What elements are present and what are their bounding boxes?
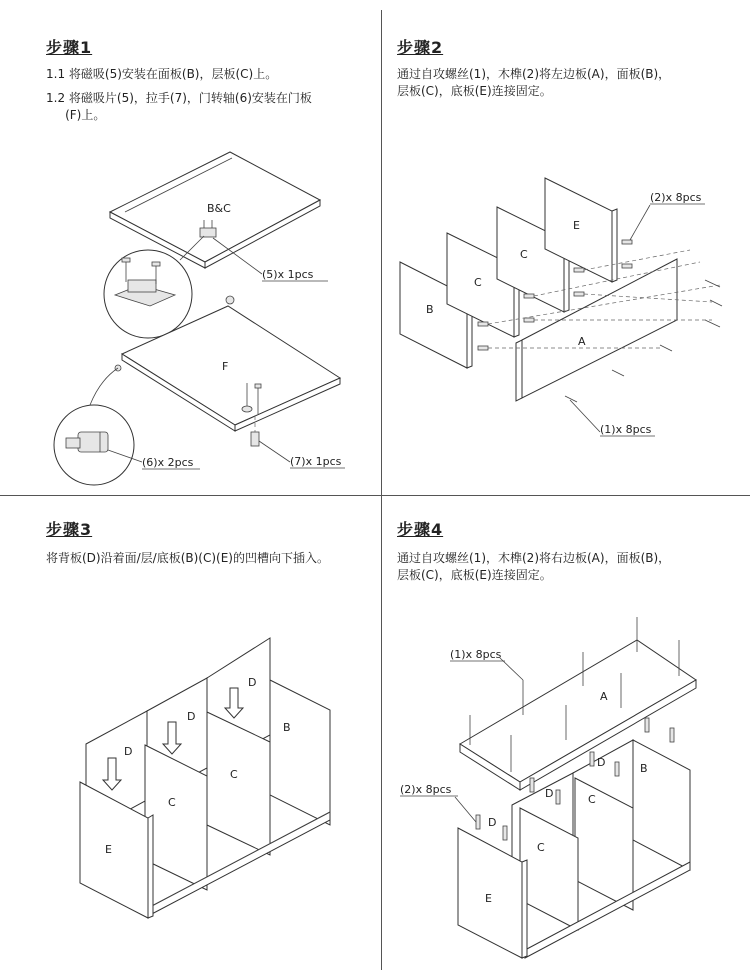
step3-label-d3: D xyxy=(248,676,257,689)
step1-line2: 1.2 将磁吸片(5)，拉手(7)，门转轴(6)安装在门板 (F)上。 xyxy=(46,91,312,122)
step4-label-e: E xyxy=(485,892,492,905)
step3-text: 将背板(D)沿着面/层/底板(B)(C)(E)的凹槽向下插入。 xyxy=(46,551,329,565)
step4-title: 步骤4 xyxy=(397,520,444,539)
step4-label-d2: D xyxy=(597,756,606,769)
step1-label-bc: B&C xyxy=(207,202,231,215)
step2-text: 通过自攻螺丝(1)，木榫(2)将左边板(A)，面板(B)， 层板(C)，底板(E)连接固定。 xyxy=(397,67,671,98)
step3-label-d1: D xyxy=(124,745,133,758)
step2-label-c1: C xyxy=(474,276,482,289)
step4-callout-part1: (1)x 8pcs xyxy=(450,648,502,661)
step2-callout-part1: (1)x 8pcs xyxy=(600,423,652,436)
step4-panel-b xyxy=(633,740,690,870)
step1-title: 步骤1 xyxy=(46,38,93,57)
step1-callout-part5: (5)x 1pcs xyxy=(262,268,314,281)
step2-callout-part2: (2)x 8pcs xyxy=(650,191,702,204)
step3-label-c2: C xyxy=(230,768,238,781)
step3-label-c1: C xyxy=(168,796,176,809)
step4-label-d1: D xyxy=(545,787,554,800)
step3-label-b: B xyxy=(283,721,291,734)
step2-label-b: B xyxy=(426,303,434,316)
step3-title: 步骤3 xyxy=(46,520,93,539)
step1-label-f: F xyxy=(222,360,229,373)
step3-label-e: E xyxy=(105,843,112,856)
step1-line1: 1.1 将磁吸(5)安装在面板(B)，层板(C)上。 xyxy=(46,67,278,81)
step4-label-a: A xyxy=(600,690,608,703)
step1-callout-part6: (6)x 2pcs xyxy=(142,456,194,469)
step2-label-a: A xyxy=(578,335,586,348)
step4-label-d3: D xyxy=(488,816,497,829)
step2-title: 步骤2 xyxy=(397,38,444,57)
step2-label-e: E xyxy=(573,219,580,232)
step4-callout-part2: (2)x 8pcs xyxy=(400,783,452,796)
step4-text: 通过自攻螺丝(1)，木榫(2)将右边板(A)，面板(B)， 层板(C)，底板(E)连接固定。 xyxy=(397,551,671,582)
step4-label-b: B xyxy=(640,762,648,775)
step4-label-c1: C xyxy=(537,841,545,854)
step2-label-c2: C xyxy=(520,248,528,261)
step4-label-c2: C xyxy=(588,793,596,806)
step3-label-d2: D xyxy=(187,710,196,723)
step1-callout-part7: (7)x 1pcs xyxy=(290,455,342,468)
